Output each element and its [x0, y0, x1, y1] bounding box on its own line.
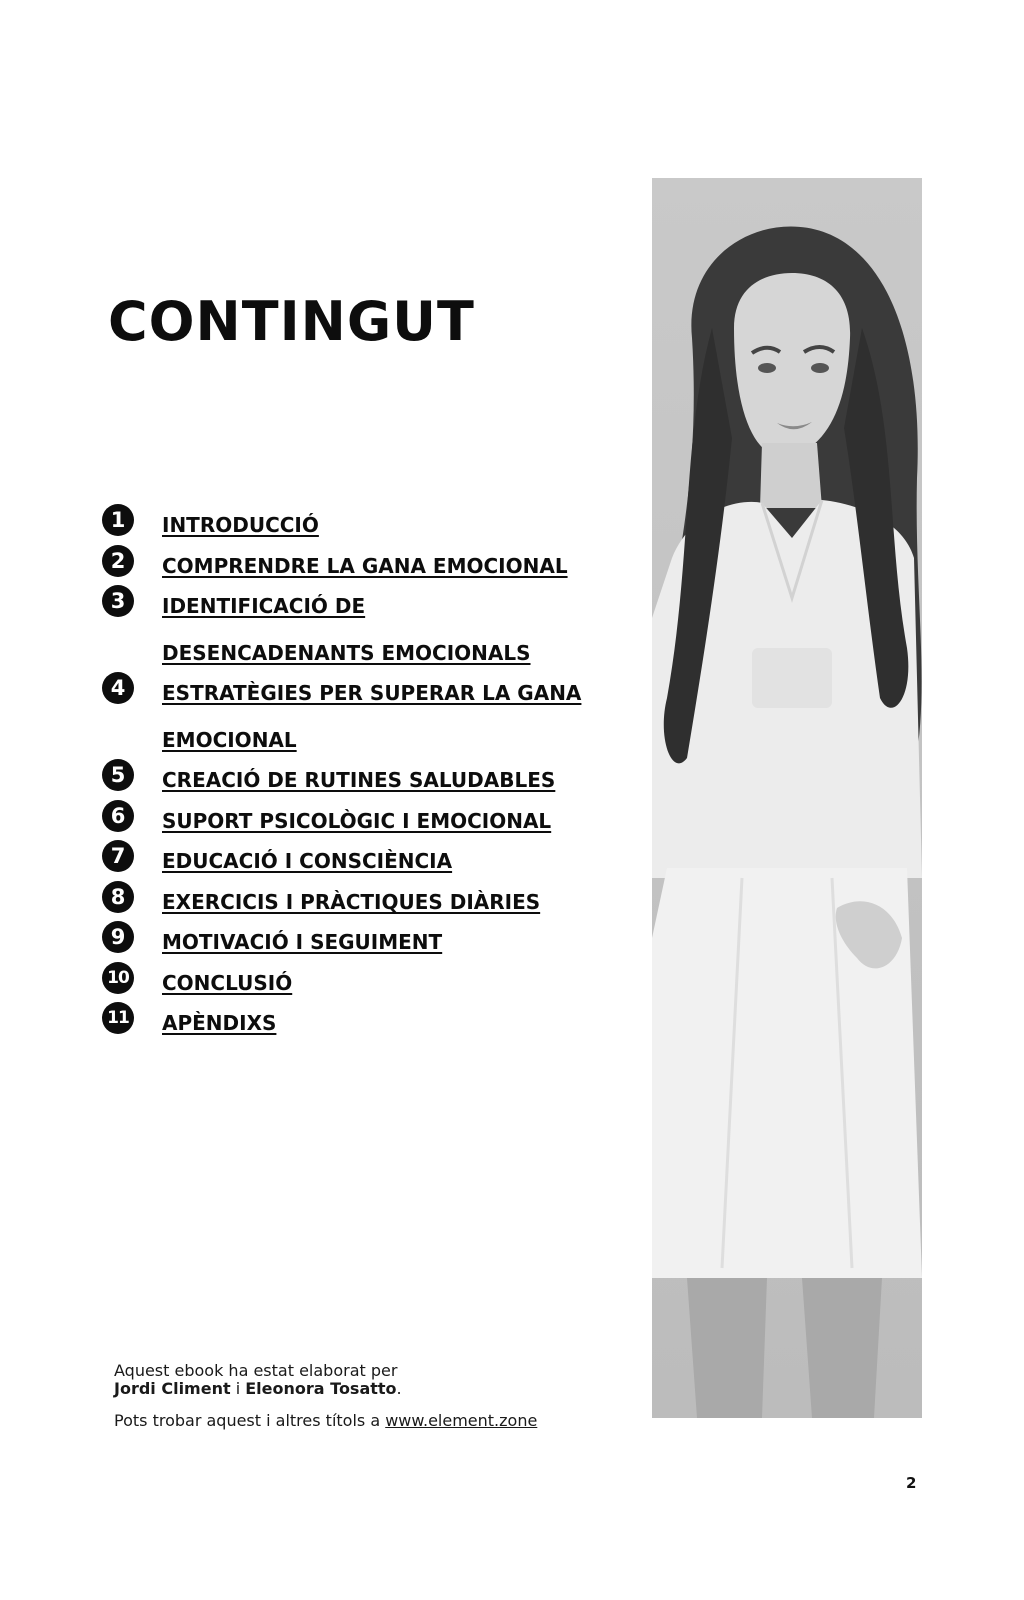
toc-link-motivacio[interactable]: MOTIVACIÓ I SEGUIMENT: [162, 930, 443, 954]
model-photo: [652, 178, 922, 1418]
toc-number-badge: 3: [102, 585, 134, 617]
toc-number-badge: 4: [102, 672, 134, 704]
toc-link-creacio[interactable]: CREACIÓ DE RUTINES SALUDABLES: [162, 768, 556, 792]
toc-number-badge: 5: [102, 759, 134, 791]
toc-number-badge: 11: [102, 1002, 134, 1034]
toc-link-identificacio[interactable]: IDENTIFICACIÓ DE DESENCADENANTS EMOCIONALS: [162, 594, 531, 665]
author-name: Jordi Climent: [114, 1379, 231, 1398]
toc-link-estrategies[interactable]: ESTRATÈGIES PER SUPERAR LA GANA EMOCIONAL: [162, 681, 582, 752]
toc-number-badge: 2: [102, 545, 134, 577]
toc-link-apendixs[interactable]: APÈNDIXS: [162, 1011, 277, 1035]
find-titles-line: [114, 1412, 537, 1430]
toc-link-suport[interactable]: SUPORT PSICOLÒGIC I EMOCIONAL: [162, 808, 552, 833]
toc-number-badge: 7: [102, 840, 134, 872]
toc-item-3: [102, 583, 602, 676]
toc-link-introduccio[interactable]: INTRODUCCIÓ: [162, 513, 319, 537]
credits-intro: Aquest ebook ha estat elaborat per: [114, 1361, 398, 1380]
toc-link-educacio[interactable]: EDUCACIÓ I CONSCIÈNCIA: [162, 849, 453, 873]
author-name: Eleonora Tosatto: [245, 1379, 397, 1398]
credits-line: [114, 1362, 537, 1398]
toc-item-4: [102, 670, 602, 763]
toc-number-badge: 6: [102, 800, 134, 832]
credits: [114, 1362, 537, 1430]
table-of-contents: [102, 508, 602, 1047]
find-titles-text: Pots trobar aquest i altres títols a: [114, 1411, 386, 1430]
toc-number-badge: 1: [102, 504, 134, 536]
toc-link-conclusio[interactable]: CONCLUSIÓ: [162, 970, 293, 995]
model-photo-illustration: [652, 178, 922, 1418]
toc-number-badge: 10: [102, 962, 134, 994]
toc-number-badge: 9: [102, 921, 134, 953]
website-link[interactable]: www.element.zone: [385, 1411, 538, 1430]
toc-number-badge: 8: [102, 881, 134, 913]
toc-item-11: [102, 1000, 602, 1047]
toc-link-exercicis[interactable]: EXERCICIS I PRÀCTIQUES DIÀRIES: [162, 889, 541, 914]
page-number: 2: [906, 1474, 917, 1492]
author-connector: i: [230, 1379, 246, 1398]
page-title: CONTINGUT: [108, 290, 475, 353]
credits-period: .: [396, 1379, 402, 1398]
toc-link-comprendre[interactable]: COMPRENDRE LA GANA EMOCIONAL: [162, 553, 568, 578]
